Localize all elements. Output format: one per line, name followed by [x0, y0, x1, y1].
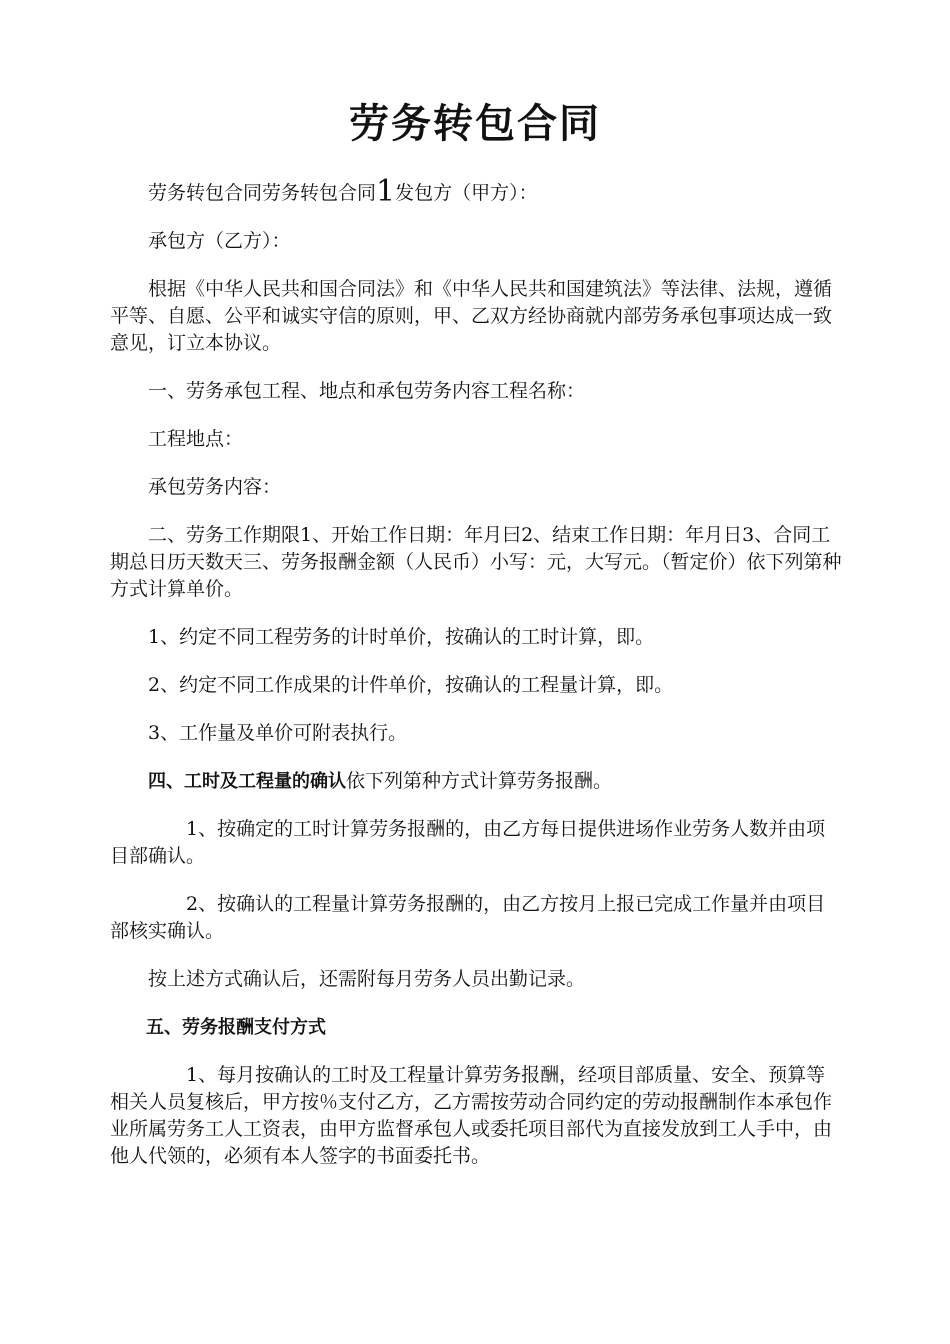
section-heading: 四、工时及工程量的确认 [148, 771, 346, 792]
paragraph-item-3: 3、工作量及单价可附表执行。 [148, 722, 408, 744]
paragraph-section-4-item-1: 1、按确定的工时计算劳务报酬的，由乙方每日提供进场作业劳务人数并由项目部确认。 [110, 818, 826, 867]
paragraph-item-1: 1、约定不同工程劳务的计时单价，按确认的工时计算，即。 [148, 626, 655, 648]
paragraph-text: 发包方（甲方）： [395, 182, 538, 204]
paragraph-text: 依下列第种方式计算劳务报酬。 [346, 770, 613, 792]
paragraph-preamble: 根据《中华人民共和国合同法》和《中华人民共和国建筑法》等法律、法规，遵循平等、自愿、公平和诚实守信的原则，甲、乙双方经协商就内部劳务承包事项达成一致意见，订立本协议。 [110, 278, 833, 354]
paragraph-section-4-item-2: 2、按确认的工程量计算劳务报酬的，由乙方按月上报已完成工作量并由项目部核实确认。 [110, 893, 826, 942]
paragraph-number: 1 [376, 174, 396, 209]
document-title: 劳务转包合同 [349, 101, 601, 147]
paragraph-labor-content: 承包劳务内容： [148, 476, 282, 498]
paragraph-attendance: 按上述方式确认后，还需附每月劳务人员出勤记录。 [148, 968, 586, 990]
paragraph-text: 劳务转包合同劳务转包合同 [148, 182, 377, 204]
paragraph-section-1: 一、劳务承包工程、地点和承包劳务内容工程名称： [148, 380, 586, 402]
paragraph-contractor: 承包方（乙方）： [148, 230, 291, 252]
paragraph-parties-header [110, 174, 842, 209]
paragraph-project-location: 工程地点： [148, 428, 244, 450]
paragraph-section-2-3: 二、劳务工作期限1、开始工作日期：年月曰2、结束工作日期：年月日3、合同工期总日历天数天三、劳务报酬金额（人民币）小写：元，大写元。（暂定价）依下列第种方式计算单价。 [110, 524, 842, 600]
section-heading-5: 五、劳务报酬支付方式 [146, 1017, 326, 1038]
document-body [110, 174, 842, 1191]
paragraph-item-2: 2、约定不同工作成果的计件单价，按确认的工程量计算，即。 [148, 674, 674, 696]
paragraph-section-4 [110, 768, 842, 795]
paragraph-section-5-item-1: 1、每月按确认的工时及工程量计算劳务报酬，经项目部质量、安全、预算等相关人员复核后，甲方按％支付乙方，乙方需按劳动合同约定的劳动报酬制作本承包作业所属劳务工人工资表，由甲方监督承包人或委托项目部代为直接发放到工人手中，由他人代领的，必须有本人签字的书面委托书。 [110, 1064, 833, 1167]
